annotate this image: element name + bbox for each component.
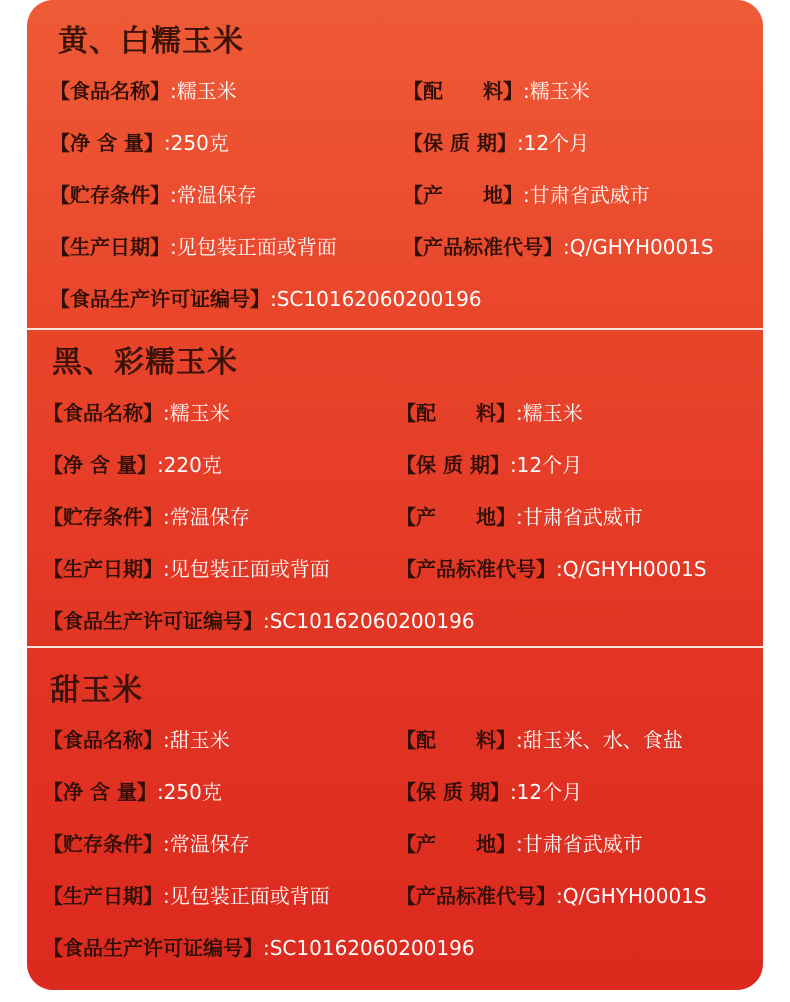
- food-name-value: :糯玉米: [170, 79, 237, 103]
- origin-row: [396, 834, 643, 854]
- shelf-life-row: [396, 455, 582, 475]
- shelf-life-row: [403, 133, 589, 153]
- net-content-value: :250克: [156, 780, 222, 804]
- ingredients-value: :糯玉米: [516, 401, 583, 425]
- production-date-value: :见包装正面或背面: [170, 235, 337, 259]
- storage-label: 【贮存条件】: [43, 832, 163, 856]
- storage-value: :常温保存: [170, 183, 257, 207]
- ingredients-value: :甜玉米、水、食盐: [516, 728, 683, 752]
- shelf-life-value: :12个月: [509, 453, 583, 477]
- storage-row: [43, 507, 250, 527]
- license-label: 【食品生产许可证编号】: [43, 609, 263, 633]
- storage-value: :常温保存: [163, 832, 250, 856]
- ingredients-row: [396, 730, 683, 750]
- origin-row: [403, 185, 650, 205]
- storage-label: 【贮存条件】: [43, 505, 163, 529]
- license-label: 【食品生产许可证编号】: [43, 936, 263, 960]
- standard-code-value: :Q/GHYH0001S: [556, 557, 707, 581]
- product-info-card: [27, 0, 763, 990]
- food-name-row: [43, 730, 230, 750]
- section-sweet-corn: [27, 648, 763, 990]
- net-content-label: 【净 含 量】: [43, 453, 157, 477]
- standard-code-label: 【产品标准代号】: [396, 884, 556, 908]
- origin-row: [396, 507, 643, 527]
- production-date-row: [50, 237, 337, 257]
- net-content-label: 【净 含 量】: [43, 780, 157, 804]
- food-name-label: 【食品名称】: [43, 401, 163, 425]
- food-name-value: :糯玉米: [163, 401, 230, 425]
- section-yellow-white-waxy-corn: [27, 0, 763, 329]
- food-name-label: 【食品名称】: [50, 79, 170, 103]
- origin-value: :甘肃省武威市: [516, 505, 643, 529]
- storage-row: [43, 834, 250, 854]
- net-content-value: :250克: [163, 131, 229, 155]
- production-date-value: :见包装正面或背面: [163, 884, 330, 908]
- license-value: :SC10162060200196: [263, 609, 475, 633]
- license-row: [50, 289, 482, 309]
- production-date-label: 【生产日期】: [43, 884, 163, 908]
- origin-label: 【产 地】: [396, 505, 516, 529]
- origin-value: :甘肃省武威市: [516, 832, 643, 856]
- standard-code-row: [403, 237, 714, 257]
- origin-value: :甘肃省武威市: [523, 183, 650, 207]
- section-title: 黄、白糯玉米: [58, 24, 244, 59]
- storage-label: 【贮存条件】: [50, 183, 170, 207]
- license-row: [43, 611, 475, 631]
- production-date-row: [43, 559, 330, 579]
- production-date-row: [43, 886, 330, 906]
- storage-value: :常温保存: [163, 505, 250, 529]
- shelf-life-label: 【保 质 期】: [396, 453, 510, 477]
- food-name-value: :甜玉米: [163, 728, 230, 752]
- ingredients-row: [403, 81, 590, 101]
- standard-code-label: 【产品标准代号】: [403, 235, 563, 259]
- standard-code-value: :Q/GHYH0001S: [563, 235, 714, 259]
- net-content-row: [43, 782, 222, 802]
- production-date-label: 【生产日期】: [50, 235, 170, 259]
- license-label: 【食品生产许可证编号】: [50, 287, 270, 311]
- shelf-life-label: 【保 质 期】: [403, 131, 517, 155]
- net-content-row: [43, 455, 222, 475]
- net-content-value: :220克: [156, 453, 222, 477]
- shelf-life-value: :12个月: [509, 780, 583, 804]
- food-name-label: 【食品名称】: [43, 728, 163, 752]
- origin-label: 【产 地】: [396, 832, 516, 856]
- production-date-value: :见包装正面或背面: [163, 557, 330, 581]
- license-value: :SC10162060200196: [270, 287, 482, 311]
- section-title: 甜玉米: [50, 673, 143, 708]
- net-content-label: 【净 含 量】: [50, 131, 164, 155]
- ingredients-row: [396, 403, 583, 423]
- standard-code-row: [396, 559, 707, 579]
- production-date-label: 【生产日期】: [43, 557, 163, 581]
- net-content-row: [50, 133, 229, 153]
- shelf-life-row: [396, 782, 582, 802]
- standard-code-value: :Q/GHYH0001S: [556, 884, 707, 908]
- shelf-life-value: :12个月: [516, 131, 590, 155]
- section-black-colorful-waxy-corn: [27, 330, 763, 646]
- ingredients-label: 【配 料】: [403, 79, 523, 103]
- ingredients-label: 【配 料】: [396, 728, 516, 752]
- origin-label: 【产 地】: [403, 183, 523, 207]
- license-row: [43, 938, 475, 958]
- food-name-row: [43, 403, 230, 423]
- standard-code-label: 【产品标准代号】: [396, 557, 556, 581]
- license-value: :SC10162060200196: [263, 936, 475, 960]
- section-title: 黑、彩糯玉米: [52, 345, 238, 380]
- food-name-row: [50, 81, 237, 101]
- ingredients-label: 【配 料】: [396, 401, 516, 425]
- ingredients-value: :糯玉米: [523, 79, 590, 103]
- standard-code-row: [396, 886, 707, 906]
- shelf-life-label: 【保 质 期】: [396, 780, 510, 804]
- storage-row: [50, 185, 257, 205]
